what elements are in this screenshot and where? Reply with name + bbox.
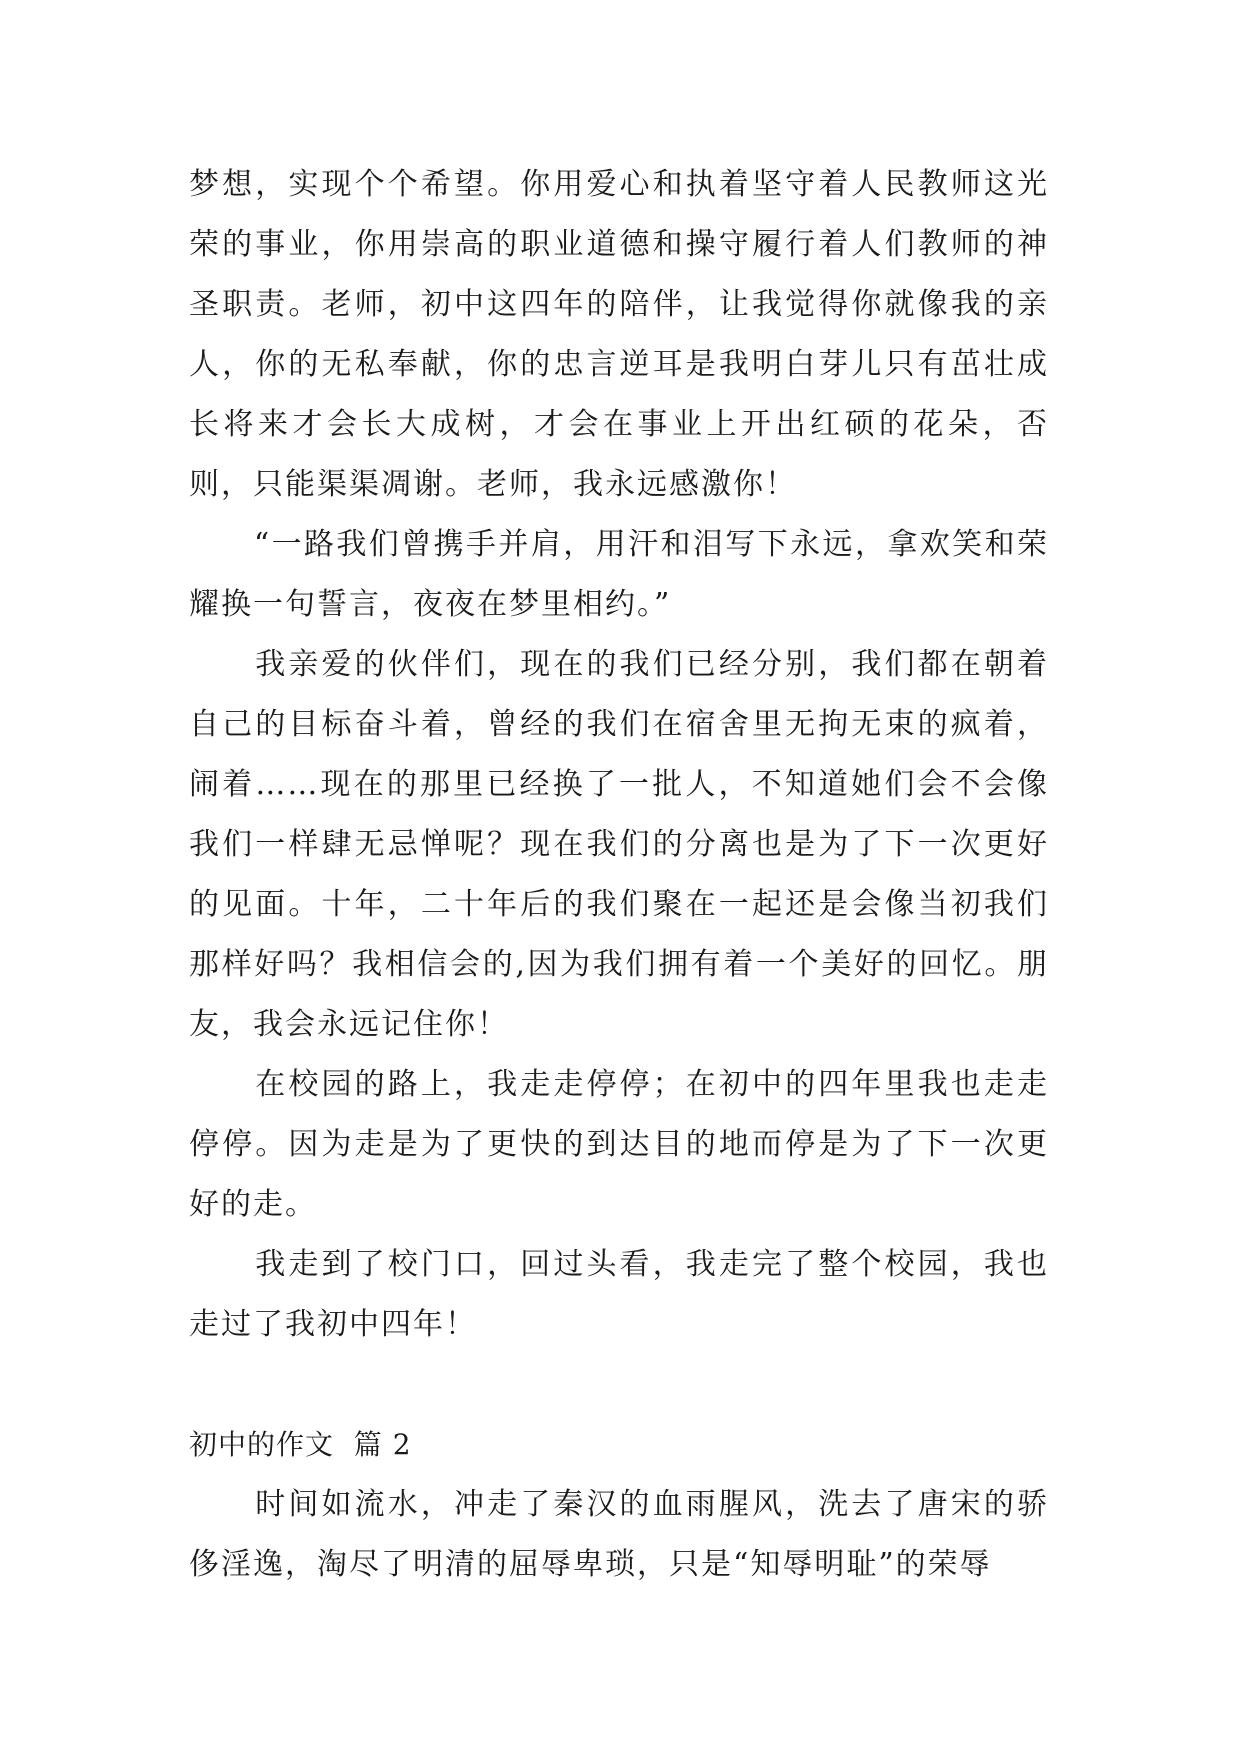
paragraph-time-flowing: 时间如流水，冲走了秦汉的血雨腥风，洗去了唐宋的骄侈淫逸，淘尽了明清的屈辱卑琐，只是“知辱明耻”的荣辱 [189,1487,1049,1582]
paragraph-school-gate: 我走到了校门口，回过头看，我走完了整个校园，我也走过了我初中四年！ [189,1247,1049,1342]
paragraph-friends: 我亲爱的伙伴们，现在的我们已经分别，我们都在朝着自己的目标奋斗着，曾经的我们在宿舍里无拘无束的疯着，闹着……现在的那里已经换了一批人，不知道她们会不会像我们一样肆无忌惮呢？现在我们的分离也是为了下一次更好的见面。十年，二十年后的我们聚在一起还是会像当初我们那样好吗？我相信会的,因为我们拥有着一个美好的回忆。朋友，我会永远记住你！ [189,647,1049,1042]
document-body [189,155,1049,1595]
paragraph-song-quote: “一路我们曾携手并肩，用汗和泪写下永远，拿欢笑和荣耀换一句誓言，夜夜在梦里相约。” [189,527,1049,622]
section-heading: 初中的作文 篇 2 [189,1428,412,1461]
paragraph-teacher-gratitude: 梦想，实现个个希望。你用爱心和执着坚守着人民教师这光荣的事业，你用崇高的职业道德和操守履行着人们教师的神圣职责。老师，初中这四年的陪伴，让我觉得你就像我的亲人，你的无私奉献，你的忠言逆耳是我明白芽儿只有茁壮成长将来才会长大成树，才会在事业上开出红硕的花朵，否则，只能渠渠凋谢。老师，我永远感激你！ [189,167,1049,502]
paragraph-walk-and-stop: 在校园的路上，我走走停停；在初中的四年里我也走走停停。因为走是为了更快的到达目的地而停是为了下一次更好的走。 [189,1067,1049,1222]
